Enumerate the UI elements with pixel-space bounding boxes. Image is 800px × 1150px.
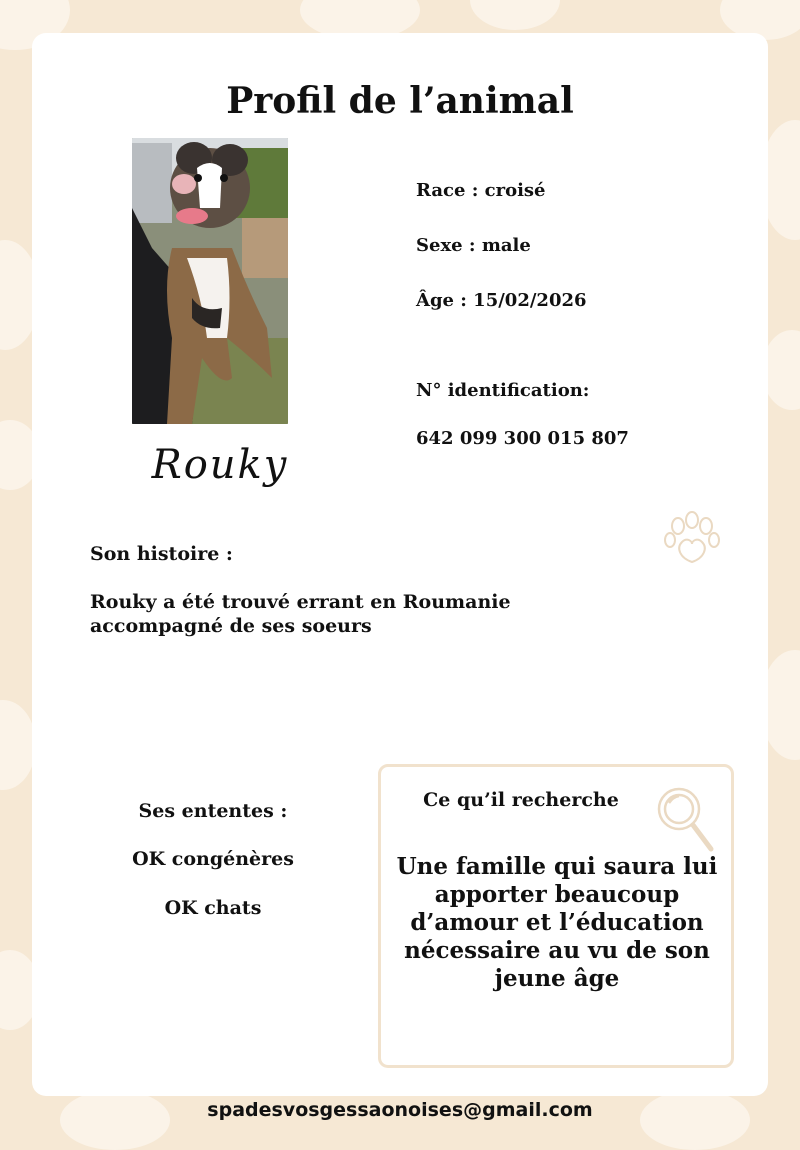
compatibility-item: OK chats	[164, 897, 262, 919]
age-field: Âge : 15/02/2026	[416, 290, 587, 311]
story-label: Son histoire :	[90, 543, 233, 565]
animal-name: Rouky	[151, 442, 289, 488]
looking-for-line: d’amour et l’éducation	[410, 909, 704, 936]
id-label: N° identification:	[416, 380, 590, 401]
magnifier-icon	[653, 781, 717, 861]
background-paw-blob	[0, 700, 36, 790]
looking-for-line: nécessaire au vu de son	[404, 937, 710, 964]
looking-for-line: Une famille qui saura lui	[396, 853, 718, 880]
page-title: Profil de l’animal	[226, 80, 574, 122]
paw-icon	[660, 508, 724, 576]
animal-photo	[132, 138, 288, 424]
looking-for-text	[389, 853, 725, 993]
looking-for-title: Ce qu’il recherche	[423, 789, 619, 811]
contact-email[interactable]: spadesvosgessaonoises@gmail.com	[207, 1099, 593, 1121]
sex-field: Sexe : male	[416, 235, 531, 256]
looking-for-line: apporter beaucoup	[434, 881, 680, 908]
looking-for-line: jeune âge	[494, 965, 620, 992]
compatibility-item: OK congénères	[132, 848, 294, 870]
looking-for-box	[378, 764, 734, 1068]
breed-field: Race : croisé	[416, 180, 546, 201]
story-text	[90, 590, 650, 638]
story-line: accompagné de ses soeurs	[90, 615, 372, 637]
story-line: Rouky a été trouvé errant en Roumanie	[90, 591, 511, 613]
id-value: 642 099 300 015 807	[416, 428, 629, 449]
compatibility-label: Ses ententes :	[138, 800, 288, 822]
background-paw-blob	[470, 0, 560, 30]
